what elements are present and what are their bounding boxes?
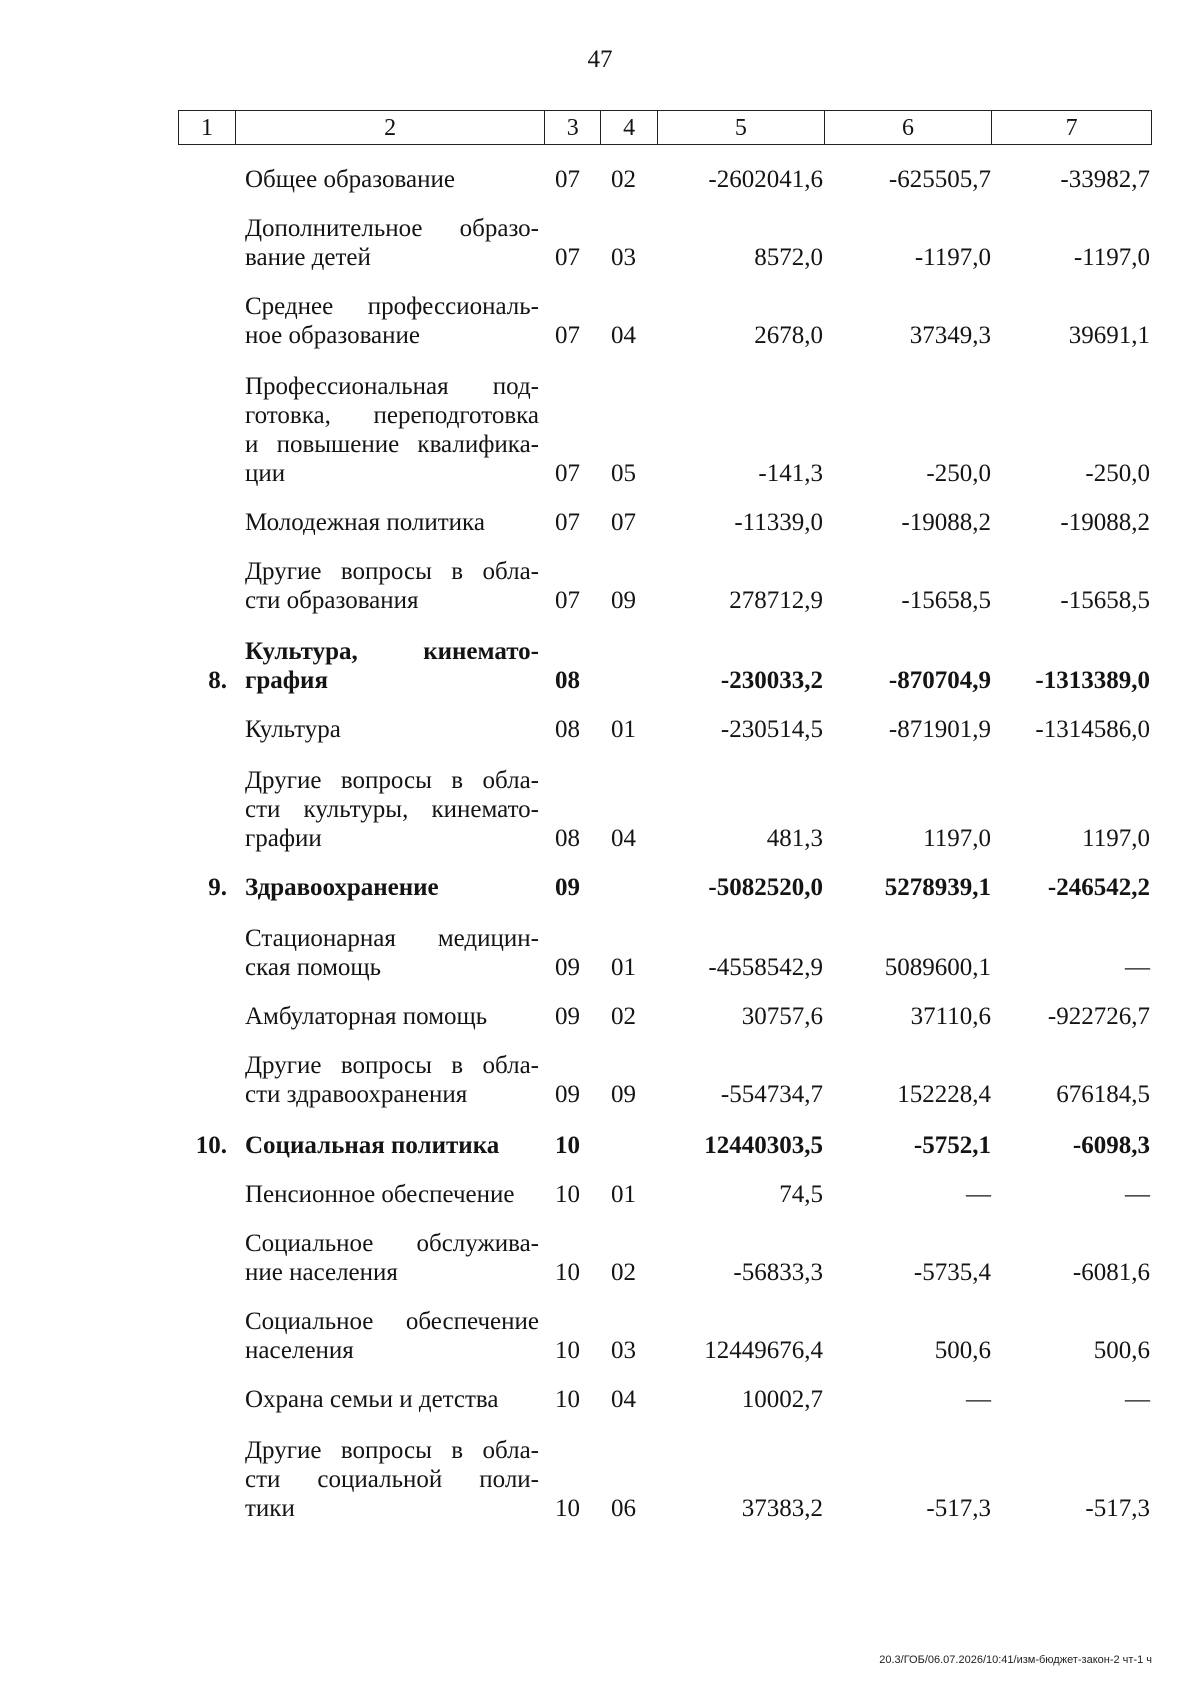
amount-col-5: -554734,7 [720,1081,823,1108]
item-name-line: вание детей [245,244,371,271]
item-name [235,165,545,194]
amount-col-6: 37349,3 [909,322,991,349]
amount-col-7: -33982,7 [1060,166,1150,193]
item-name-line: Социальная политика [245,1132,500,1159]
amount-col-5: 481,3 [766,825,823,852]
item-name [235,1051,545,1109]
page-number: 47 [587,46,613,73]
section-code: 10 [555,1259,580,1286]
subsection-code: 02 [611,1003,636,1030]
amount-col-5: 2678,0 [754,322,823,349]
section-number: 10. [195,1132,227,1159]
item-name-line: Общее образование [245,166,455,193]
item-name-line: Пенсионное обеспечение [245,1181,515,1208]
item-name [235,557,545,615]
item-name-line: Другие вопросы в обла- [245,1437,539,1464]
amount-col-6: -625505,7 [888,166,991,193]
item-name [235,1385,545,1414]
header-cell-2: 2 [236,111,545,144]
item-name [235,1002,545,1031]
header-cell-4: 4 [601,111,658,144]
table-row [178,1307,1152,1365]
subsection-code: 01 [611,954,636,981]
amount-col-6: 5278939,1 [884,874,991,901]
item-name-line: населения [245,1337,354,1364]
section-code: 07 [555,166,580,193]
item-name [235,214,545,272]
item-name [235,508,545,537]
item-name-line: Профессиональная под- [245,373,539,400]
item-name-line: Социальное обеспечение [245,1308,539,1335]
amount-col-6: -517,3 [926,1495,991,1522]
section-code: 09 [555,954,580,981]
amount-col-6: — [966,1181,991,1208]
item-name-line: Культура, кинемато- [245,638,539,665]
section-code: 07 [555,322,580,349]
table-row [178,1180,1152,1209]
amount-col-7: — [1125,954,1150,981]
amount-col-6: -871901,9 [888,716,991,743]
amount-col-5: -4558542,9 [708,954,823,981]
item-name-line: Охрана семьи и детства [245,1386,499,1413]
item-name-line: ции [245,460,286,487]
section-code: 08 [555,667,580,694]
section-code: 07 [555,587,580,614]
amount-col-6: -250,0 [926,460,991,487]
amount-col-7: -19088,2 [1060,509,1150,536]
amount-col-7: 676184,5 [1056,1081,1150,1108]
table-row [178,292,1152,350]
item-name-line: Другие вопросы в обла- [245,558,539,585]
amount-col-6: -870704,9 [888,667,991,694]
item-name-line: графии [245,825,322,852]
amount-col-7: — [1125,1181,1150,1208]
amount-col-7: -250,0 [1085,460,1150,487]
amount-col-7: — [1125,1386,1150,1413]
item-name [235,292,545,350]
item-name-line: графия [245,667,328,694]
amount-col-5: -230514,5 [720,716,823,743]
table-row [178,1385,1152,1414]
table-row [178,766,1152,853]
item-name-line: Стационарная медицин- [245,925,539,952]
section-code: 07 [555,509,580,536]
amount-col-6: 37110,6 [910,1003,991,1030]
subsection-code: 01 [611,1181,636,1208]
document-footer-code: 20.3/ГОБ/06.07.2026/10:41/изм-бюджет-закон-2 чт-1 ч [879,1654,1152,1666]
table-row [178,1051,1152,1109]
table-row [178,924,1152,982]
amount-col-5: 10002,7 [741,1386,823,1413]
section-number: 9. [208,874,227,901]
table-row [178,508,1152,537]
section-code: 09 [555,874,580,901]
amount-col-5: -11339,0 [734,509,823,536]
amount-col-6: 152228,4 [897,1081,991,1108]
amount-col-6: -1197,0 [914,244,991,271]
section-number: 8. [208,667,227,694]
amount-col-5: -141,3 [758,460,823,487]
amount-col-6: -5752,1 [913,1132,991,1159]
item-name [235,1180,545,1209]
subsection-code: 01 [611,716,636,743]
item-name-line: Другие вопросы в обла- [245,767,539,794]
table-row [178,165,1152,194]
amount-col-6: -19088,2 [901,509,991,536]
table-row [178,1229,1152,1287]
amount-col-7: -6081,6 [1072,1259,1150,1286]
subsection-code: 07 [611,509,636,536]
subsection-code: 02 [611,166,636,193]
subsection-code: 05 [611,460,636,487]
subsection-code: 06 [611,1495,636,1522]
section-code: 08 [555,825,580,852]
amount-col-6: -5735,4 [913,1259,991,1286]
amount-col-7: 500,6 [1093,1337,1150,1364]
item-name-line: Дополнительное образо- [245,215,539,242]
table-row [178,372,1152,488]
table-body [178,145,1152,1523]
item-name-line: Среднее профессиональ- [245,293,539,320]
section-row [178,637,1152,695]
amount-col-6: 1197,0 [923,825,991,852]
header-cell-6: 6 [825,111,993,144]
header-cell-3: 3 [545,111,601,144]
amount-col-7: -1197,0 [1073,244,1150,271]
item-name-line: Культура [245,716,341,743]
amount-col-7: -15658,5 [1060,587,1150,614]
item-name-line: тики [245,1495,295,1522]
amount-col-6: 500,6 [934,1337,991,1364]
amount-col-7: 39691,1 [1068,322,1150,349]
amount-col-6: -15658,5 [901,587,991,614]
subsection-code: 03 [611,244,636,271]
subsection-code: 02 [611,1259,636,1286]
section-row [178,1131,1152,1160]
amount-col-5: 12440303,5 [704,1132,823,1159]
section-code: 09 [555,1081,580,1108]
amount-col-7: -6098,3 [1072,1132,1150,1159]
amount-col-5: -5082520,0 [708,874,823,901]
subsection-code: 03 [611,1337,636,1364]
item-name-line: ное образование [245,322,420,349]
subsection-code: 09 [611,1081,636,1108]
item-name [235,1131,545,1160]
item-name-line: сти культуры, кинемато- [245,796,539,823]
section-code: 10 [555,1181,580,1208]
item-name [235,715,545,744]
subsection-code: 09 [611,587,636,614]
amount-col-5: 8572,0 [754,244,823,271]
section-code: 10 [555,1132,580,1159]
amount-col-5: 30757,6 [741,1003,823,1030]
amount-col-6: 5089600,1 [884,954,991,981]
amount-col-5: 37383,2 [741,1495,823,1522]
amount-col-5: 74,5 [779,1181,823,1208]
amount-col-7: -517,3 [1085,1495,1150,1522]
amount-col-7: -1313389,0 [1035,667,1150,694]
table-header-row [178,110,1152,145]
item-name [235,766,545,853]
item-name-line: готовка, переподготовка [245,402,539,429]
section-code: 10 [555,1337,580,1364]
amount-col-5: -2602041,6 [708,166,823,193]
table-row [178,214,1152,272]
section-code: 10 [555,1495,580,1522]
table-row [178,1002,1152,1031]
amount-col-5: -230033,2 [720,667,823,694]
item-name-line: и повышение квалифика- [245,431,539,458]
item-name-line: Социальное обслужива- [245,1230,539,1257]
section-code: 09 [555,1003,580,1030]
subsection-code: 04 [611,825,636,852]
table-row [178,1436,1152,1523]
section-code: 07 [555,244,580,271]
amount-col-7: -1314586,0 [1035,716,1150,743]
header-cell-7: 7 [1065,114,1078,141]
item-name-line: Амбулаторная помощь [245,1003,488,1030]
amount-col-7: -922726,7 [1047,1003,1150,1030]
header-cell-5: 5 [658,111,825,144]
item-name-line: ние населения [245,1259,398,1286]
amount-col-5: 278712,9 [729,587,823,614]
section-code: 10 [555,1386,580,1413]
item-name-line: Молодежная политика [245,509,485,536]
item-name-line: сти социальной поли- [245,1466,539,1493]
amount-col-7: 1197,0 [1082,825,1150,852]
item-name-line: сти образования [245,587,419,614]
item-name-line: сти здравоохранения [245,1081,468,1108]
item-name [235,372,545,488]
item-name [235,1307,545,1365]
item-name [235,1229,545,1287]
item-name-line: Здравоохранение [245,874,439,901]
header-cell-1: 1 [179,111,236,144]
item-name [235,924,545,982]
item-name-line: ская помощь [245,954,382,981]
subsection-code: 04 [611,1386,636,1413]
section-code: 08 [555,716,580,743]
amount-col-6: — [966,1386,991,1413]
subsection-code: 04 [611,322,636,349]
amount-col-5: -56833,3 [733,1259,823,1286]
item-name [235,873,545,902]
table-row [178,557,1152,615]
item-name-line: Другие вопросы в обла- [245,1052,539,1079]
table-row [178,715,1152,744]
item-name [235,1436,545,1523]
amount-col-7: -246542,2 [1047,874,1150,901]
amount-col-5: 12449676,4 [704,1337,823,1364]
item-name [235,637,545,695]
section-row [178,873,1152,902]
section-code: 07 [555,460,580,487]
